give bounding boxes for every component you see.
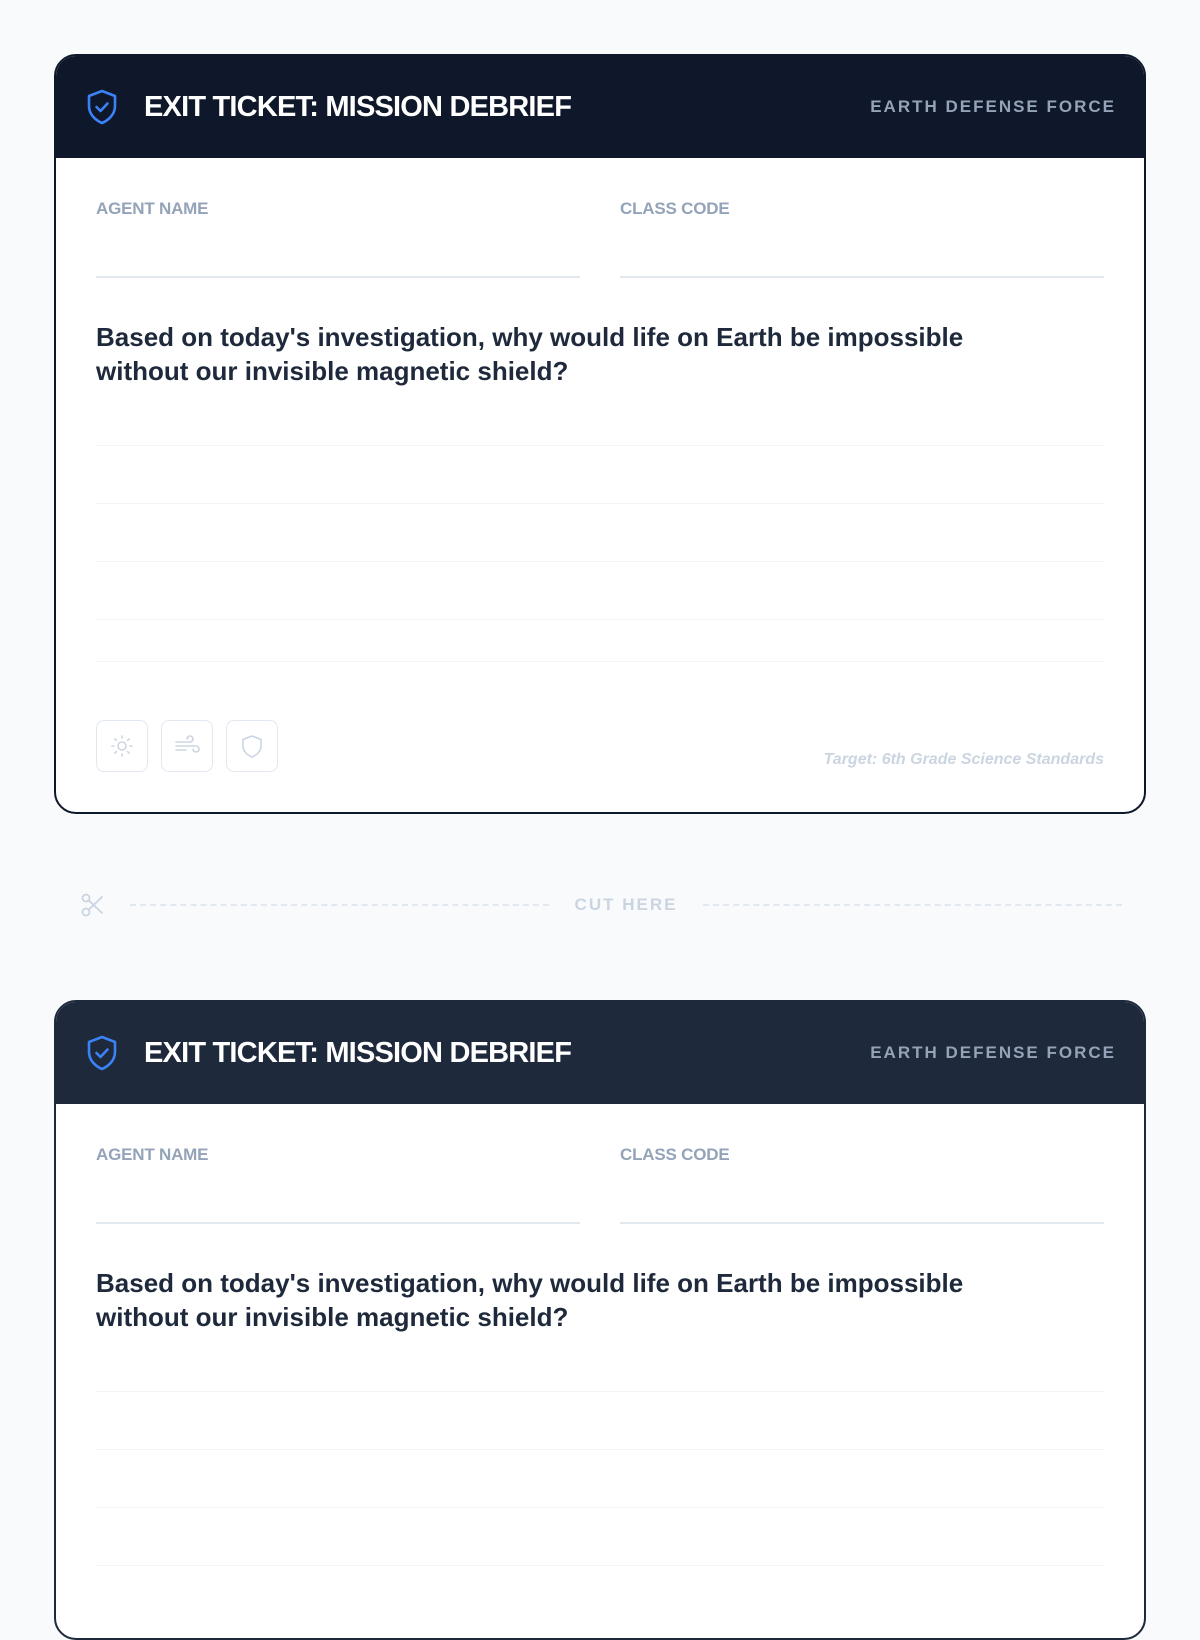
organization-label: EARTH DEFENSE FORCE [870,97,1116,116]
cut-line [80,890,1122,920]
class-code-write-line [620,1166,1104,1224]
answer-line [96,388,1104,446]
class-code-label: CLASS CODE [620,199,730,218]
answer-line [96,446,1104,504]
question-prompt: Based on today's investigation, why would life on Earth be impossible without our invisible magnetic shield? [96,1268,964,1332]
answer-line [96,620,1104,662]
answer-line [96,1450,1104,1508]
answer-line [96,504,1104,562]
ticket-title: EXIT TICKET: MISSION DEBRIEF [144,1036,572,1069]
class-code-field [620,1144,1104,1224]
answer-lines [96,1334,1104,1566]
agent-name-field [96,198,580,278]
answer-lines [96,388,1104,662]
topic-icons [96,720,278,772]
class-code-field [620,198,1104,278]
shield-icon [226,720,278,772]
agent-name-label: AGENT NAME [96,199,209,218]
answer-line [96,1508,1104,1566]
standards-note: Target: 6th Grade Science Standards [823,751,1104,768]
cut-dash-left [130,904,549,906]
ticket-title: EXIT TICKET: MISSION DEBRIEF [144,90,572,123]
cut-here-label: CUT HERE [574,895,678,914]
agent-name-write-line [96,1166,580,1224]
exit-ticket-card [54,54,1146,814]
exit-ticket-card [54,1000,1146,1640]
class-code-write-line [620,220,1104,278]
class-code-label: CLASS CODE [620,1145,730,1164]
question-prompt: Based on today's investigation, why would life on Earth be impossible without our invisible magnetic shield? [96,322,964,386]
identity-fields [96,198,1104,278]
organization-label: EARTH DEFENSE FORCE [870,1043,1116,1062]
agent-name-field [96,1144,580,1224]
answer-line [96,562,1104,620]
ticket-body [56,158,1144,812]
wind-icon [161,720,213,772]
sun-icon [96,720,148,772]
cut-dash-right [703,904,1122,906]
shield-check-icon [86,88,120,126]
ticket-header [56,1002,1144,1104]
agent-name-label: AGENT NAME [96,1145,209,1164]
shield-check-icon [86,1034,120,1072]
ticket-footer [96,720,1104,772]
answer-line [96,1392,1104,1450]
identity-fields [96,1144,1104,1224]
ticket-body [56,1104,1144,1638]
scissors-icon [80,892,106,918]
agent-name-write-line [96,220,580,278]
answer-line [96,1334,1104,1392]
ticket-header [56,56,1144,158]
